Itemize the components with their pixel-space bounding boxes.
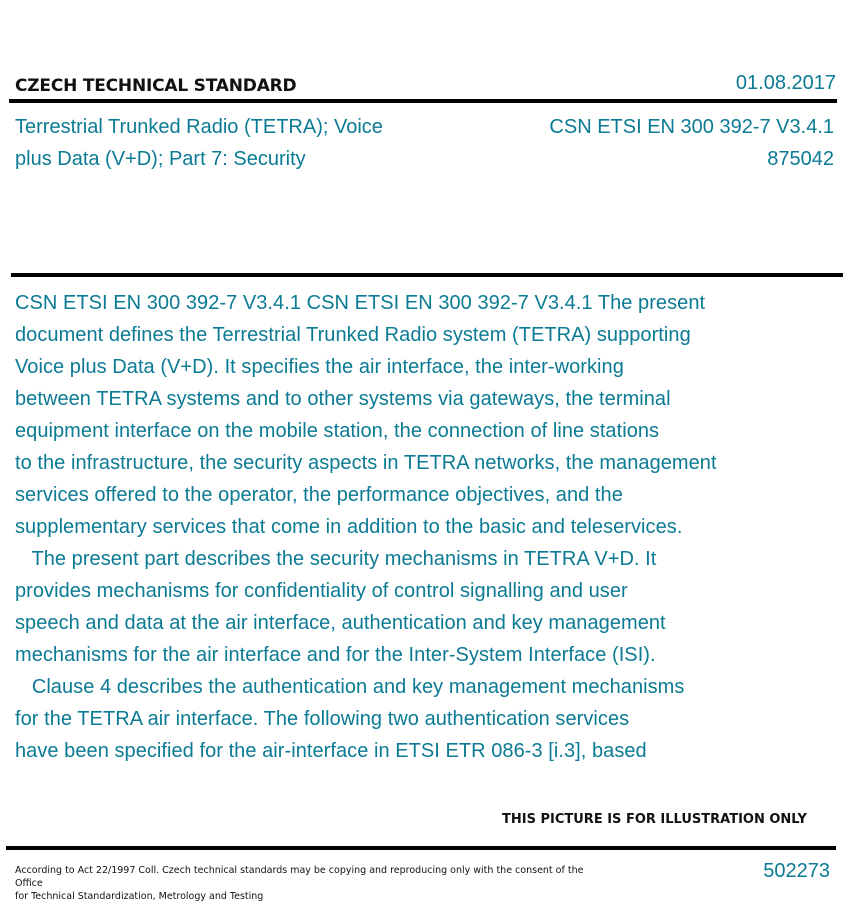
abstract-line: speech and data at the air interface, authentication and key management xyxy=(15,612,666,634)
abstract-line: The present part describes the security mechanisms in TETRA V+D. It xyxy=(15,548,657,570)
footer-divider xyxy=(6,846,836,850)
abstract-text xyxy=(15,287,805,767)
abstract-line: document defines the Terrestrial Trunked Radio system (TETRA) supporting xyxy=(15,324,691,346)
abstract-line: for the TETRA air interface. The following two authentication services xyxy=(15,708,630,730)
abstract-line: equipment interface on the mobile station, the connection of line stations xyxy=(15,420,660,442)
footer-number: 502273 xyxy=(763,860,830,882)
header-divider xyxy=(9,99,837,103)
publication-date: 01.08.2017 xyxy=(735,72,836,94)
abstract-line: provides mechanisms for confidentiality of control signalling and user xyxy=(15,580,628,602)
abstract-line: mechanisms for the air interface and for the Inter-System Interface (ISI). xyxy=(15,644,656,666)
abstract-line: between TETRA systems and to other systems via gateways, the terminal xyxy=(15,388,671,410)
illustration-notice: THIS PICTURE IS FOR ILLUSTRATION ONLY xyxy=(502,812,807,827)
title-divider xyxy=(11,273,843,277)
copyright-line: for Technical Standardization, Metrology and Testing xyxy=(15,891,264,902)
abstract-line: have been specified for the air-interface in ETSI ETR 086-3 [i.3], based xyxy=(15,740,647,762)
header-title: CZECH TECHNICAL STANDARD xyxy=(15,76,297,96)
catalog-number: 875042 xyxy=(767,148,834,170)
abstract-line: Clause 4 describes the authentication and key management mechanisms xyxy=(15,676,685,698)
abstract-line: Voice plus Data (V+D). It specifies the air interface, the inter-working xyxy=(15,356,624,378)
document-title-line-2: plus Data (V+D); Part 7: Security xyxy=(15,148,306,170)
copyright-notice xyxy=(15,864,595,903)
document-title-line-1: Terrestrial Trunked Radio (TETRA); Voice xyxy=(15,116,383,138)
abstract-line: supplementary services that come in addition to the basic and teleservices. xyxy=(15,516,683,538)
abstract-line: CSN ETSI EN 300 392-7 V3.4.1 CSN ETSI EN 300 392-7 V3.4.1 The present xyxy=(15,292,706,314)
standard-number: CSN ETSI EN 300 392-7 V3.4.1 xyxy=(549,116,834,138)
abstract-line: to the infrastructure, the security aspects in TETRA networks, the management xyxy=(15,452,717,474)
abstract-line: services offered to the operator, the performance objectives, and the xyxy=(15,484,623,506)
copyright-line: According to Act 22/1997 Coll. Czech technical standards may be copying and reproducing only with the consent of the Office xyxy=(15,865,584,889)
